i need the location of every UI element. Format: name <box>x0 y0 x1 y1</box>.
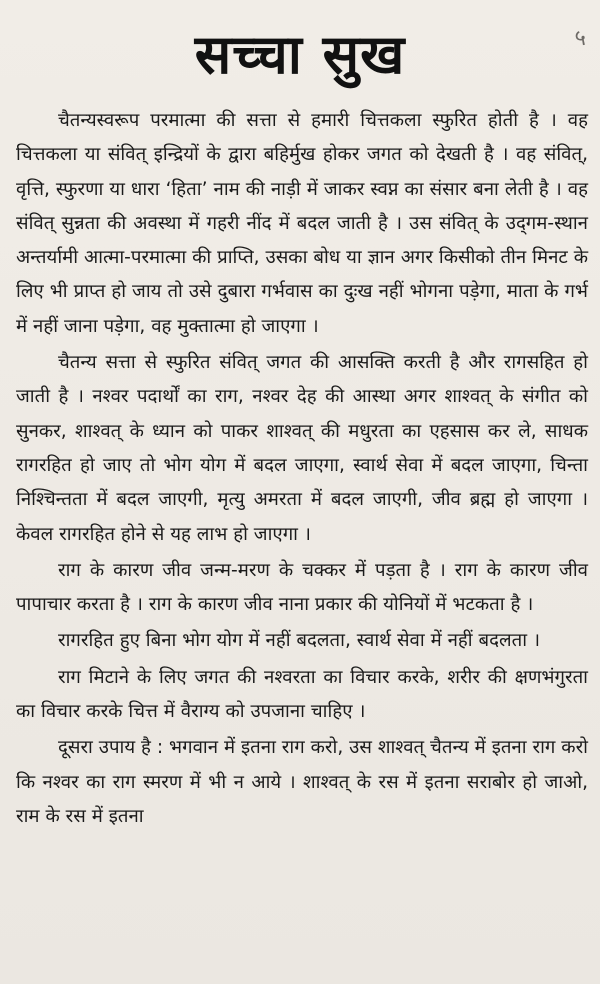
page-title: सच्चा सुख <box>194 23 406 86</box>
paragraph-5: राग मिटाने के लिए जगत की नश्वरता का विचार करके, शरीर की क्षणभंगुरता का विचार करके चित्त में वैराग्य को उपजाना चाहिए । <box>16 666 588 723</box>
body-text <box>16 104 588 836</box>
paragraph-2: चैतन्य सत्ता से स्फुरित संवित् जगत की आसक्ति करती है और रागसहित हो जाती है । नश्वर पदार्थों का राग, नश्वर देह की आस्था अगर शाश्वत् के संगीत को सुनकर, शाश्वत् के ध्यान को पाकर शाश्वत् की मधुरता का एहसास कर ले, साधक रागरहित हो जाए तो भोग योग में बदल जाएगा, स्वार्थ सेवा में बदल जाएगा, चिन्ता निश्चिन्तता में बदल जाएगी, मृत्यु अमरता में बदल जाएगी, जीव ब्रह्म हो जाएगा । केवल रागरहित होने से यह लाभ हो जाएगा । <box>16 352 588 545</box>
paragraph-3: राग के कारण जीव जन्म-मरण के चक्कर में पड़ता है । राग के कारण जीव पापाचार करता है । राग के कारण जीव नाना प्रकार की योनियों में भटकता है । <box>16 559 588 616</box>
paragraph-6: दूसरा उपाय है : भगवान में इतना राग करो, उस शाश्वत् चैतन्य में इतना राग करो कि नश्वर का राग स्मरण में भी न आये । शाश्वत् के रस में इतना सराबोर हो जाओ, राम के रस में इतना <box>16 737 588 827</box>
paragraph-1: चैतन्यस्वरूप परमात्मा की सत्ता से हमारी चित्तकला स्फुरित होती है । वह चित्तकला या संवित् इन्द्रियों के द्वारा बहिर्मुख होकर जगत को देखती है । वह संवित्, वृत्ति, स्फुरणा या धारा ‘हिता’ नाम की नाड़ी में जाकर स्वप्न का संसार बना लेती है । वह संवित् सुन्नता की अवस्था में गहरी नींद में बदल जाती है । उस संवित् के उद्‌गम-स्थान अन्तर्यामी आत्मा-परमात्मा की प्राप्ति, उसका बोध या ज्ञान अगर किसीको तीन मिनट के लिए भी प्राप्त हो जाय तो उसे दुबारा गर्भवास का दुःख नहीं भोगना पड़ेगा, माता के गर्भ में नहीं जाना पड़ेगा, वह मुक्तात्मा हो जाएगा । <box>16 110 588 337</box>
paragraph-4: रागरहित हुए बिना भोग योग में नहीं बदलता, स्वार्थ सेवा में नहीं बदलता । <box>58 630 540 652</box>
page-number: ५ <box>574 26 586 51</box>
